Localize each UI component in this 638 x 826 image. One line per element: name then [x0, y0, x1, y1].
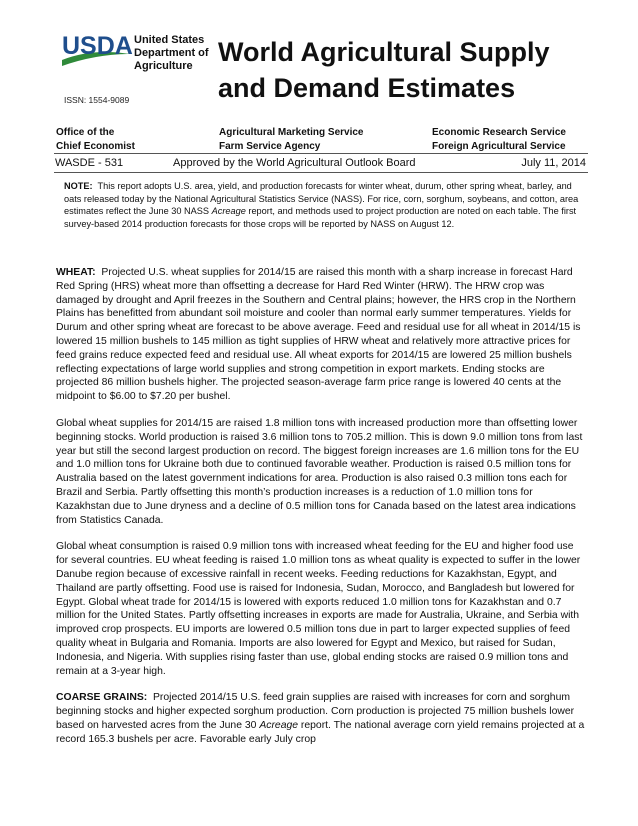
- note-text: report, and methods used to project production are noted on each table. The first survey-based 2014 production forecasts for those crops will be reported by NASS on August 12.: [64, 206, 577, 229]
- department-line: Department of: [134, 47, 209, 59]
- department-line: United States: [134, 34, 205, 46]
- global-wheat-consumption-paragraph: Global wheat consumption is raised 0.9 million tons with increased wheat feeding for the EU and higher food use for several countries. EU wheat feeding is raised 1.0 million tons as wheat quality is expected to suffer in the lower Danube region because of excessive rainfall in recent weeks. Feeding reductions for Kazakhstan, Egypt, and Thailand are partly offsetting. Food use is raised for Indonesia, Sudan, Morocco, and Bangladesh but lowered for Egypt. Global wheat trade for 2014/15 is lowered with exports reduced 1.0 million tons for Kazakhstan and 0.7 million for the United States. Partly offsetting increases in exports are made for Australia, Ukraine, and Serbia with improved crop prospects. EU imports are lowered 0.5 million tons due in part to larger expected supplies of feed quality wheat in Bulgaria and Romania. Imports are also lowered for Egypt and Mexico, but raised for Sudan, Indonesia, and Nigeria. With supplies rising faster than use, global ending stocks are raised 0.9 million tons and remain at a 3-year high.: [56, 541, 581, 677]
- agency-name: Farm Service Agency: [219, 141, 321, 152]
- note-paragraph: [64, 180, 580, 230]
- report-title: [218, 34, 550, 106]
- coarse-grains-paragraph: [56, 691, 586, 746]
- approval-statement: Approved by the World Agricultural Outlook Board: [173, 157, 416, 169]
- report-date: July 11, 2014: [521, 157, 586, 169]
- title-line: World Agricultural Supply: [218, 37, 550, 67]
- department-line: Agriculture: [134, 60, 193, 72]
- agency-name: Foreign Agricultural Service: [432, 141, 566, 152]
- wheat-heading: WHEAT:: [56, 267, 96, 278]
- paragraph-text: Projected 2014/15 U.S. feed grain supplies are raised with increases for corn and sorghum beginning stocks and higher expected sorghum production. Corn production is projected 75 million bushels lower based on harvested acres from the June 30: [56, 692, 575, 731]
- paragraph-text: report. The national average corn yield remains projected at a record 165.3 bushels per acre. Favorable early July crop: [56, 719, 585, 745]
- agency-name: Office of the: [56, 127, 115, 138]
- report-body: [56, 266, 586, 760]
- title-line: and Demand Estimates: [218, 73, 516, 103]
- paragraph-text: Projected U.S. wheat supplies for 2014/15 are raised this month with a sharp increase in forecast Hard Red Spring (HRS) wheat more than offsetting a decrease for Hard Red Winter (HRW). The HRW crop was damaged by drought and April freezes in the Southern and Central plains; however, the HRS crop in the Northern Plains has benefitted from abundant soil moisture and cooler than normal early summer temperatures. Yields for Durum and other spring wheat are forecast to be above average. Feed and residual use for all wheat in 2014/15 is lowered 15 million bushels to 145 million as tight supplies of HRW wheat and relatively more attractive prices for feed grains reduce expected feed and residual use. All wheat exports for 2014/15 are lowered 25 million bushels reflecting expectations of large world supplies and strong competition in export markets. Ending stocks are projected 86 million bushels higher. The projected season-average farm price range is lowered 40 cents at the midpoint to $6.00 to $7.20 per bushel.: [56, 267, 581, 403]
- agency-column-2: [219, 126, 364, 154]
- report-number: WASDE - 531: [55, 157, 124, 169]
- coarse-grains-heading: COARSE GRAINS:: [56, 692, 148, 704]
- wheat-paragraph: [56, 266, 586, 404]
- note-label: NOTE:: [64, 181, 93, 191]
- agency-column-1: [56, 126, 135, 154]
- department-name: [134, 34, 224, 73]
- agency-name: Chief Economist: [56, 141, 135, 152]
- report-info-bar: [54, 153, 588, 173]
- agency-name: Agricultural Marketing Service: [219, 127, 364, 138]
- usda-wordmark: USDA: [62, 32, 133, 60]
- acreage-emphasis: Acreage: [259, 719, 299, 731]
- agency-column-3: [432, 126, 566, 154]
- agency-name: Economic Research Service: [432, 127, 566, 138]
- global-wheat-supply-paragraph: Global wheat supplies for 2014/15 are raised 1.8 million tons with increased production more than offsetting lower beginning stocks. World production is raised 3.6 million tons to 705.2 million. This is down 9.0 million tons from last year but still the second largest production on record. The biggest foreign increases are 1.6 million tons for the EU and 1.0 million tons for Ukraine both due to continued favorable weather. Production is raised 0.5 million tons for Australia based on the latest government indications for area. Production is also raised 0.3 million tons each for Brazil and Serbia. Partly offsetting this month’s production increases is a reduction of 1.0 million tons for Kazakhstan due to June dryness and a decline of 0.5 million tons for Canada based on the latest area indications from Statistics Canada.: [56, 417, 583, 526]
- note-emphasis: Acreage: [211, 206, 246, 217]
- note-text: This report adopts U.S. area, yield, and production forecasts for winter wheat, durum, other spring wheat, barley, and oats released today by the National Agricultural Statistics Service (NASS). For rice, corn, sorghum, soybeans, and cotton, area estimates reflect the June 30 NASS: [64, 181, 579, 217]
- issn-number: ISSN: 1554-9089: [64, 95, 130, 105]
